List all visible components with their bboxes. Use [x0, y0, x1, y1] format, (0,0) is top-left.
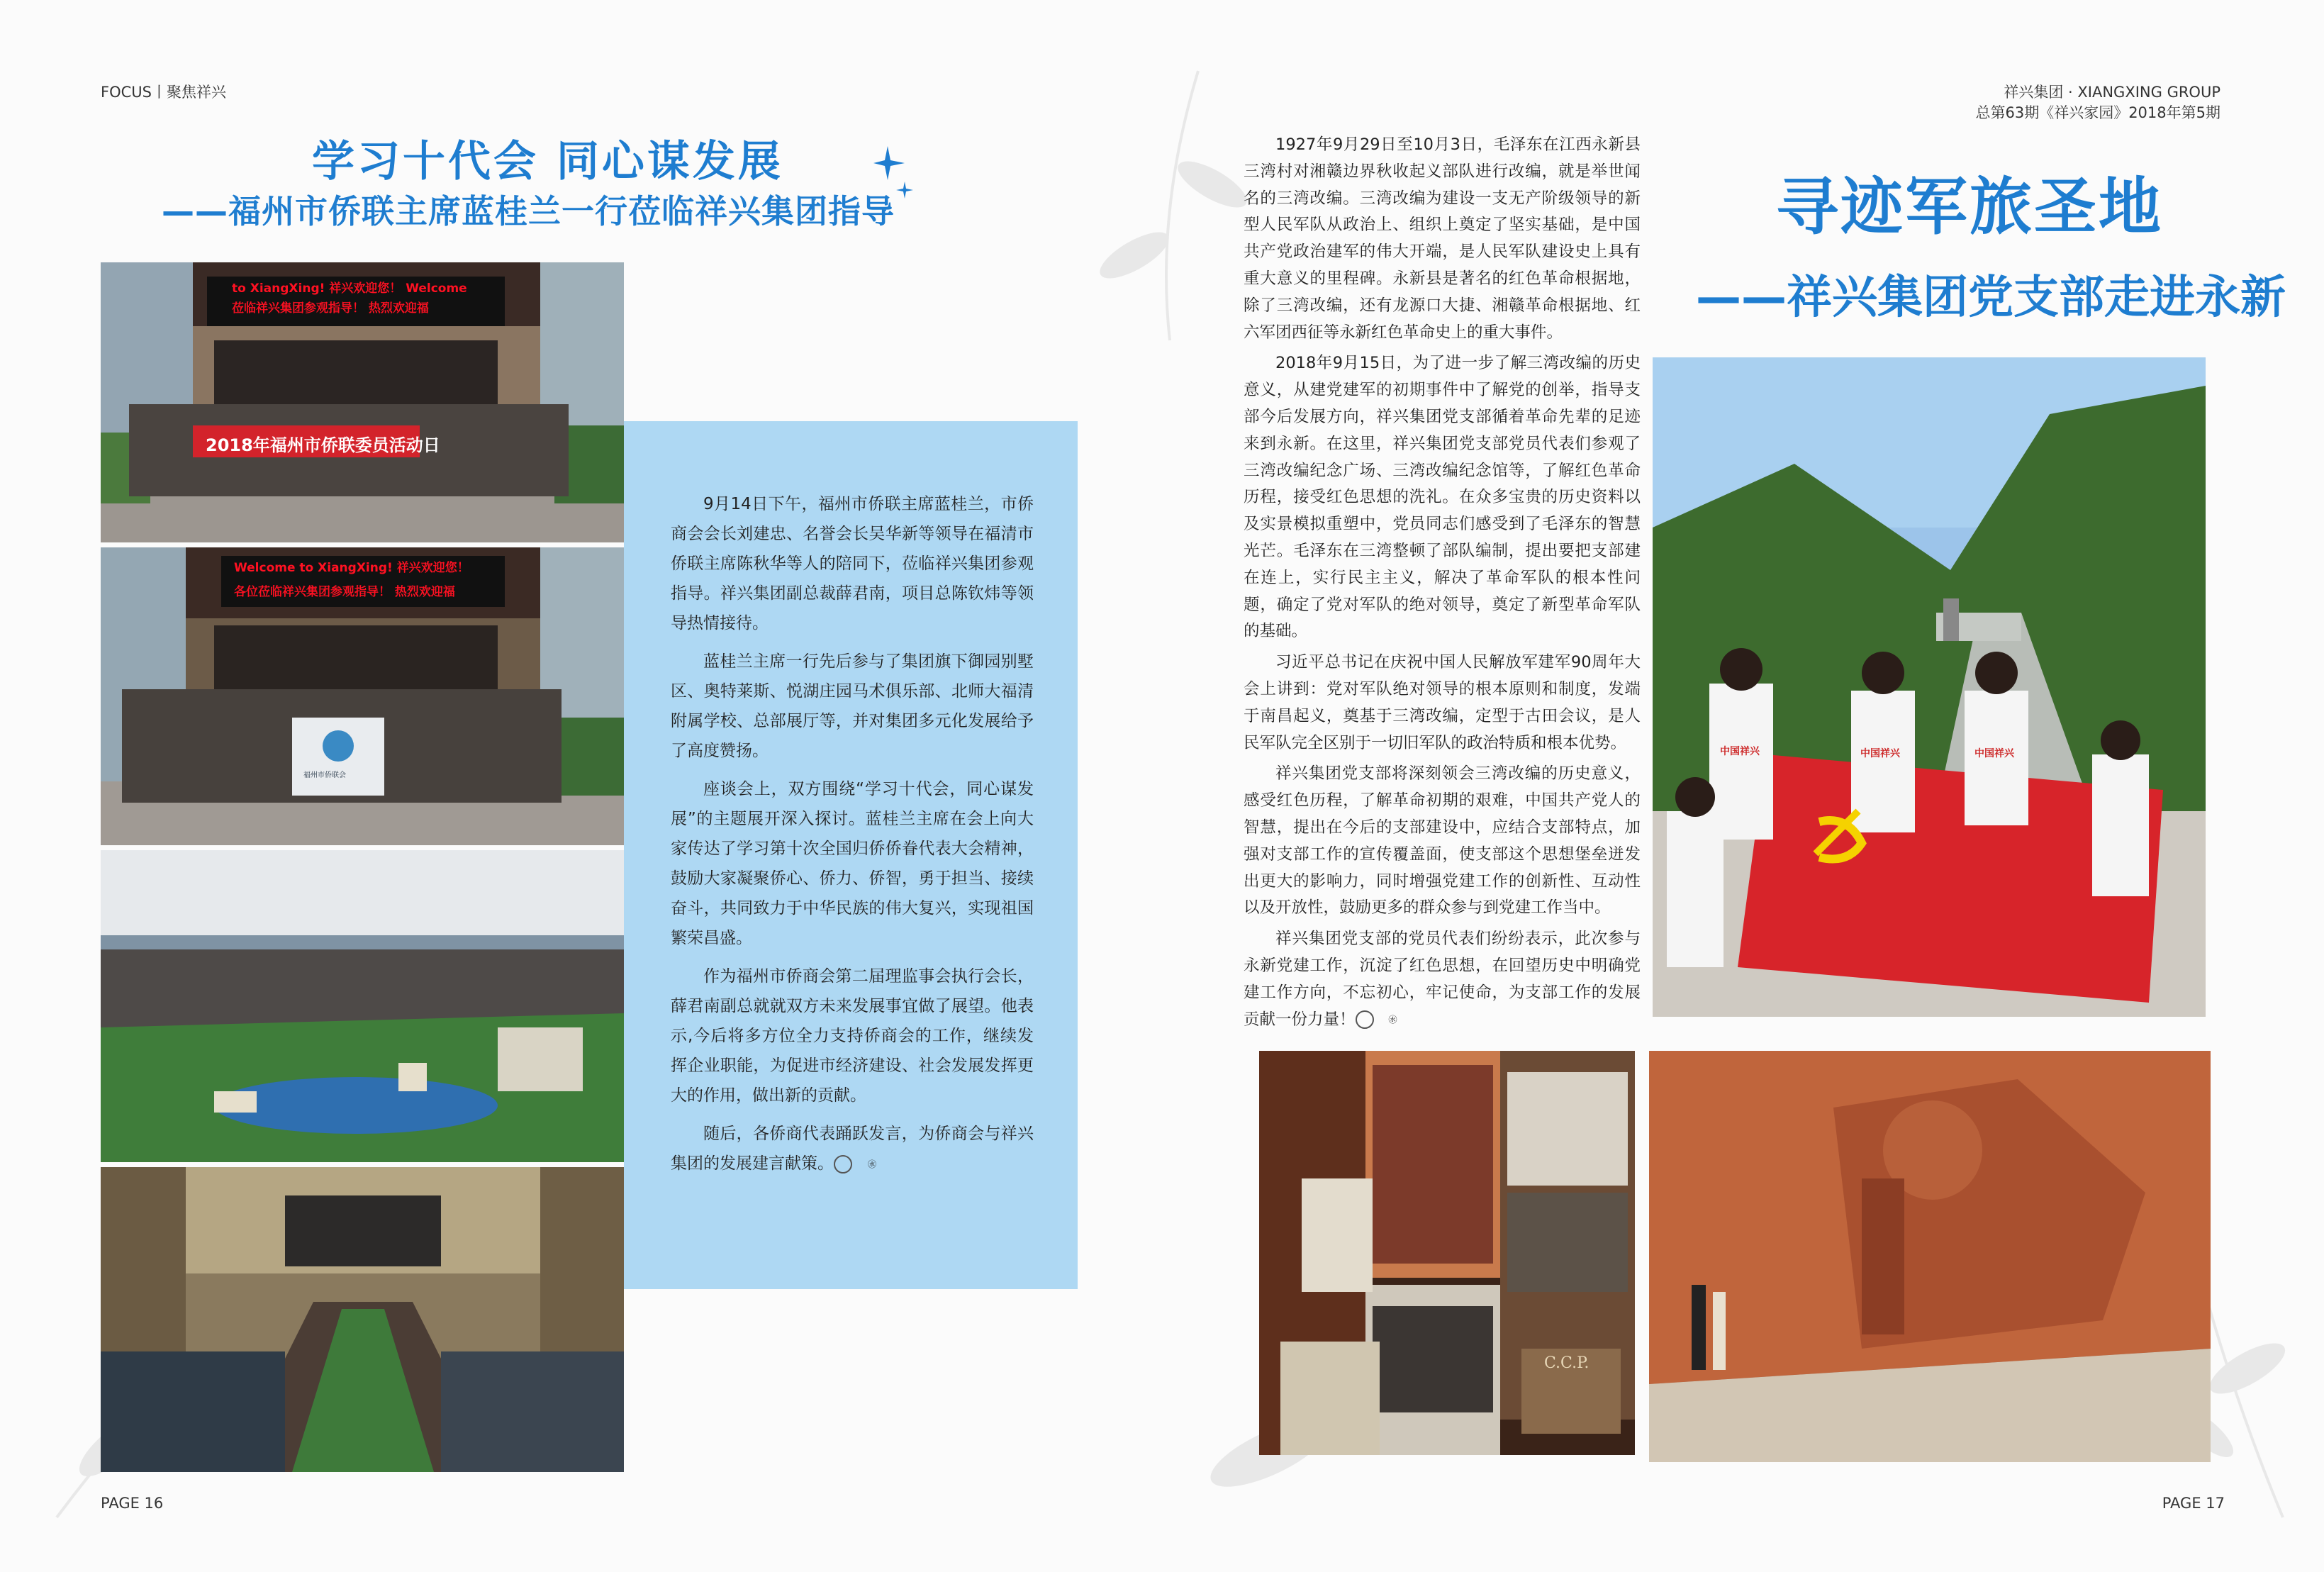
photo-sand-table	[101, 850, 624, 1162]
paragraph: 1927年9月29日至10月3日，毛泽东在江西永新县三湾村对湘赣边界秋收起义部队进行改编，就是举世闻名的三湾改编。三湾改编为建设一支无产阶级领导的新型人民军队从政治上、组织上奠定了坚实基础，是中国共产党政治建军的伟大开端，是人民军队建设史上具有重大意义的里程碑。永新县是著名的红色革命根据地，除了三湾改编，还有龙源口大捷、湘赣革命根据地、红六军团西征等永新红色革命史上的重大事件。	[1244, 135, 1641, 342]
photo-group-flag	[101, 547, 624, 845]
article-subtitle: ——祥兴集团党支部走进永新	[1696, 272, 2286, 324]
paragraph: 作为福州市侨商会第二届理监事会执行会长，薛君南副总就就双方未来发展事宜做了展望。他表示,今后将多方位全力支持侨商会的工作，继续发挥企业职能，为促进市经济建设、社会发展发挥更大的作用，做出新的贡献。	[671, 967, 1034, 1105]
photo-museum-exhibits	[1259, 1051, 1635, 1455]
photo-meeting	[101, 1167, 624, 1472]
article-title: 学习十代会 同心谋发展	[312, 137, 783, 186]
paragraph-text: 祥兴集团党支部的党员代表们纷纷表示，此次参与永新党建工作，沉淀了红色思想，在回望历史中明确党建工作方向，不忘初心，牢记使命，为支部工作的发展贡献一份力量！	[1244, 930, 1641, 1029]
article-body	[1244, 132, 1641, 1037]
article-subtitle: ——福州市侨联主席蓝桂兰一行莅临祥兴集团指导	[162, 192, 895, 230]
paragraph: 9月14日下午，福州市侨联主席蓝桂兰，市侨商会会长刘建忠、名誉会长吴华新等领导在福清市侨联主席陈秋华等人的陪同下，莅临祥兴集团参观指导。祥兴集团副总裁薛君南，项目总陈钦炜等领导热情接待。	[671, 495, 1034, 632]
photo-group-welcome	[101, 262, 624, 542]
shirt-text: 中国祥兴	[1720, 746, 1760, 757]
led-sign-text: Welcome to XiangXing! 祥兴欢迎您！	[234, 561, 469, 575]
page-number: PAGE 16	[101, 1495, 164, 1512]
paragraph	[1244, 926, 1641, 1033]
paragraph-text: 随后，各侨商代表踊跃发言，为侨商会与祥兴集团的发展建言献策。	[671, 1125, 1034, 1173]
end-mark-icon: ㊌	[834, 1155, 852, 1174]
issue-header: 总第63期《祥兴家园》2018年第5期	[1975, 104, 2220, 121]
photo-relief-wall	[1649, 1051, 2211, 1462]
shirt-text: 中国祥兴	[1860, 748, 1900, 759]
paragraph: 座谈会上，双方围绕“学习十代会，同心谋发展”的主题展开深入探讨。蓝桂兰主席在会上向大家传达了学习第十次全国归侨侨眷代表大会精神，鼓励大家凝聚侨心、侨力、侨智，勇于担当、接续奋斗，共同致力于中华民族的伟大复兴，实现祖国繁荣昌盛。	[671, 780, 1034, 947]
shirt-text: 中国祥兴	[1974, 748, 2014, 759]
led-sign-text: 莅临祥兴集团参观指导！ 热烈欢迎福	[232, 301, 429, 316]
flag-text: 福州市侨联会	[303, 771, 346, 779]
leaf-decoration	[1071, 57, 1269, 355]
paragraph: 蓝桂兰主席一行先后参与了集团旗下御园别墅区、奥特莱斯、悦湖庄园马术俱乐部、北师大福清附属学校、总部展厅等，并对集团多元化发展给予了高度赞扬。	[671, 652, 1034, 760]
banner-text: 2018年福州市侨联委员活动日	[206, 435, 440, 455]
article-body	[671, 489, 1034, 1187]
paragraph: 2018年9月15日，为了进一步了解三湾改编的历史意义，从建党建军的初期事件中了解党的创举，指导支部今后发展方向，祥兴集团党支部循着革命先辈的足迹来到永新。在这里，祥兴集团党支部党员代表们参观了三湾改编纪念广场、三湾改编纪念馆等，了解红色革命历程，接受红色思想的洗礼。在众多宝贵的历史资料以及实景模拟重塑中，党员同志们感受到了毛泽东的智慧光芒。毛泽东在三湾整顿了部队编制，提出要把支部建在连上，实行民主主义，解决了革命军队的根本性问题，确定了党对军队的绝对领导，奠定了新型革命军队的基础。	[1244, 354, 1641, 641]
plaque-text: C.C.P.	[1544, 1354, 1590, 1372]
led-sign-text: to XiangXing! 祥兴欢迎您！ Welcome	[232, 281, 467, 296]
photo-party-flag	[1653, 357, 2206, 1017]
led-sign-text: 各位莅临祥兴集团参观指导！ 热烈欢迎福	[234, 585, 455, 599]
publication-header: 祥兴集团 · XIANGXING GROUP	[2004, 84, 2220, 101]
paragraph: 祥兴集团党支部将深刻领会三湾改编的历史意义，感受红色历程，了解革命初期的艰难，中国共产党人的智慧，提出在今后的支部建设中，应结合支部特点，加强对支部工作的宣传覆盖面，使支部这个思想堡垒迸发出更大的影响力，同时增强党建工作的创新性、互动性以及开放性，鼓励更多的群众参与到党建工作当中。	[1244, 764, 1641, 918]
page-number: PAGE 17	[2162, 1495, 2225, 1512]
end-mark-icon: ㊌	[1356, 1010, 1374, 1029]
section-header: FOCUS丨聚焦祥兴	[101, 84, 226, 101]
paragraph	[671, 1119, 1034, 1178]
paragraph: 习近平总书记在庆祝中国人民解放军建军90周年大会上讲到：党对军队绝对领导的根本原则和制度，发端于南昌起义，奠基于三湾改编，定型于古田会议，是人民军队完全区别于一切旧军队的政治特质和根本优势。	[1244, 653, 1641, 752]
article-title: 寻迹军旅圣地	[1776, 170, 2164, 243]
